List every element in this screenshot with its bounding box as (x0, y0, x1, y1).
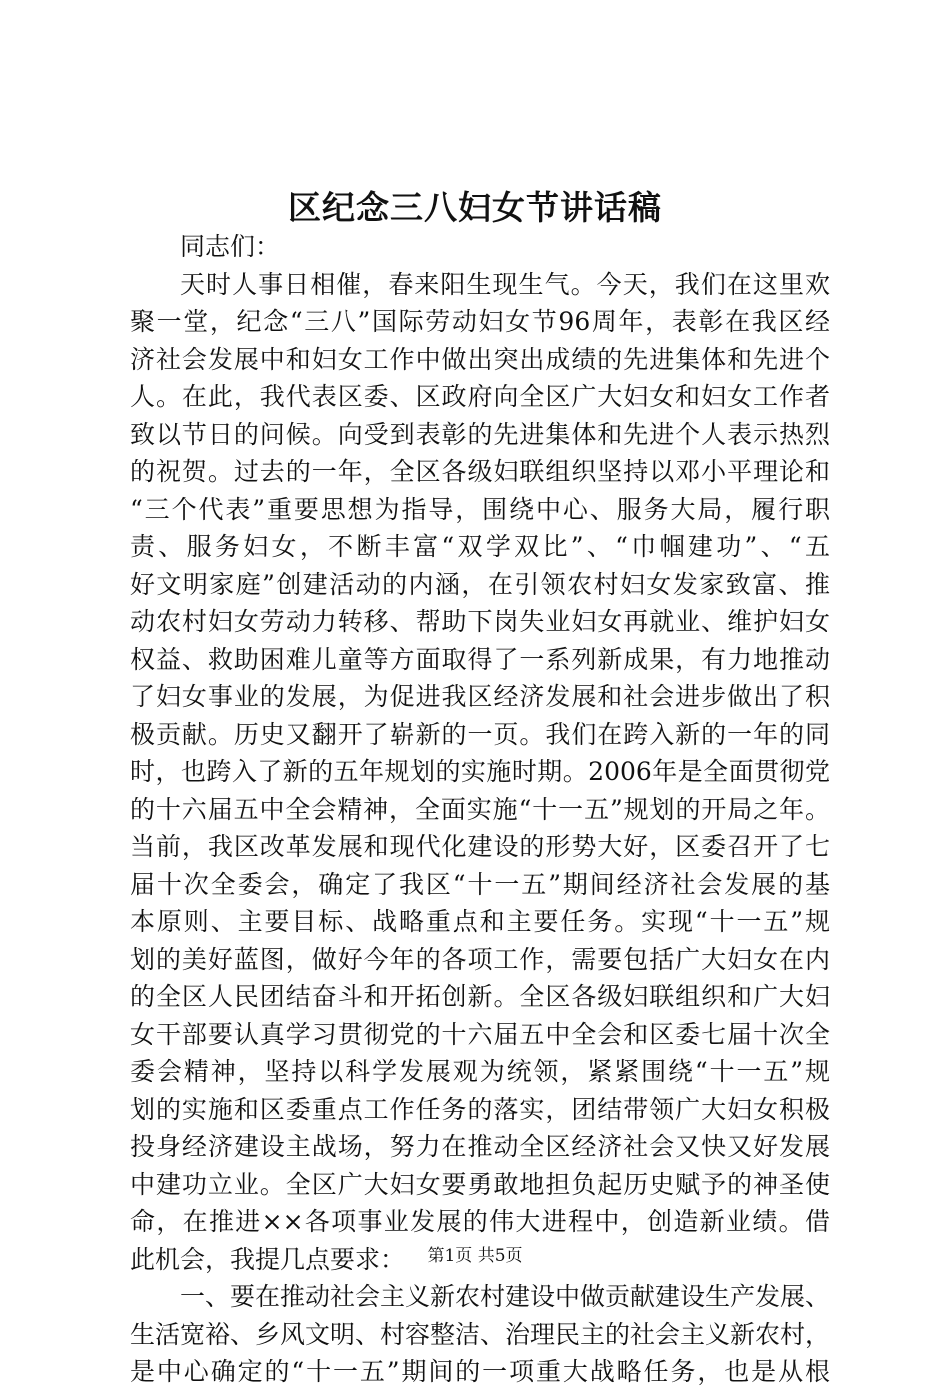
body-line: 权益、救助困难儿童等方面取得了一系列新成果，有力地推动 (130, 644, 830, 674)
body-line: 的十六届五中全会精神，全面实施“十一五”规划的开局之年。 (130, 794, 830, 824)
body-line: 好文明家庭”创建活动的内涵，在引领农村妇女发家致富、推 (130, 569, 830, 599)
body-line: 聚一堂，纪念“三八”国际劳动妇女节96周年，表彰在我区经 (130, 307, 830, 336)
body-line: 的全区人民团结奋斗和开拓创新。全区各级妇联组织和广大妇 (130, 982, 830, 1011)
body-line: 了妇女事业的发展，为促进我区经济发展和社会进步做出了积 (130, 682, 830, 711)
body-line: 划的实施和区委重点工作任务的落实，团结带领广大妇女积极 (130, 1094, 830, 1124)
body-line: “三个代表”重要思想为指导，围绕中心、服务大局，履行职 (130, 494, 830, 524)
body-line: 济社会发展中和妇女工作中做出突出成绩的先进集体和先进个 (130, 344, 830, 374)
body-line: 责、服务妇女，不断丰富“双学双比”、“巾帼建功”、“五 (130, 532, 830, 561)
body-line: 致以节日的问候。向受到表彰的先进集体和先进个人表示热烈 (130, 419, 830, 449)
body-line: 极贡献。历史又翻开了崭新的一页。我们在跨入新的一年的同 (130, 719, 830, 749)
body-line: 动农村妇女劳动力转移、帮助下岗失业妇女再就业、维护妇女 (130, 607, 830, 636)
body-line: 划的美好蓝图，做好今年的各项工作，需要包括广大妇女在内 (130, 944, 830, 974)
document-body (130, 228, 830, 1391)
body-line-salutation: 同志们： (180, 232, 281, 261)
body-line: 委会精神，坚持以科学发展观为统领，紧紧围绕“十一五”规 (130, 1057, 830, 1086)
body-line: 本原则、主要目标、战略重点和主要任务。实现“十一五”规 (130, 907, 830, 936)
body-line-section-heading: 一、要在推动社会主义新农村建设中做贡献建设生产发展、 (180, 1282, 830, 1311)
body-line: 当前，我区改革发展和现代化建设的形势大好，区委召开了七 (130, 832, 830, 861)
body-line: 命，在推进××各项事业发展的伟大进程中，创造新业绩。借 (130, 1207, 830, 1236)
body-line: 的祝贺。过去的一年，全区各级妇联组织坚持以邓小平理论和 (130, 457, 830, 486)
body-line: 此机会，我提几点要求： (130, 1244, 406, 1274)
page-number-footer: 第1页 共5页 (427, 1246, 523, 1266)
body-line: 届十次全委会，确定了我区“十一五”期间经济社会发展的基 (130, 869, 830, 899)
document-title: 区纪念三八妇女节讲话稿 (288, 188, 662, 227)
body-line: 人。在此，我代表区委、区政府向全区广大妇女和妇女工作者 (130, 382, 830, 411)
body-line: 时，也跨入了新的五年规划的实施时期。2006年是全面贯彻党 (130, 757, 830, 786)
body-line: 女干部要认真学习贯彻党的十六届五中全会和区委七届十次全 (130, 1019, 830, 1049)
body-line: 是中心确定的“十一五”期间的一项重大战略任务，也是从根 (130, 1357, 830, 1386)
body-line: 投身经济建设主战场，努力在推动全区经济社会又快又好发展 (130, 1132, 830, 1161)
body-line: 中建功立业。全区广大妇女要勇敢地担负起历史赋予的神圣使 (130, 1169, 830, 1199)
body-line: 生活宽裕、乡风文明、村容整洁、治理民主的社会主义新农村， (130, 1319, 830, 1349)
body-line: 天时人事日相催，春来阳生现生气。今天，我们在这里欢 (180, 269, 830, 299)
